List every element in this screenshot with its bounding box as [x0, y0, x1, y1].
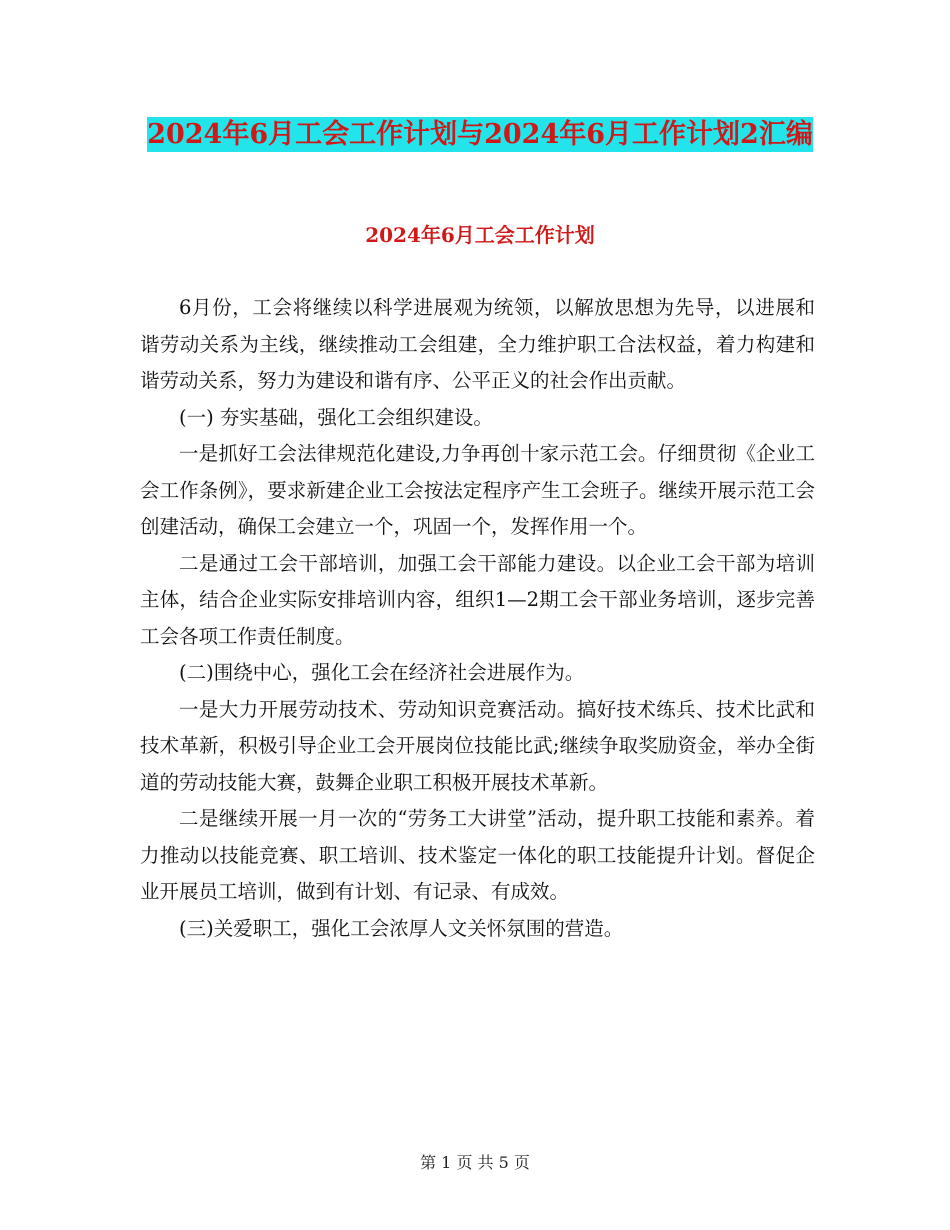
document-title — [140, 112, 820, 158]
page-footer: 第 1 页 共 5 页 — [420, 1153, 530, 1172]
paragraph-heading-2: (二)围绕中心，强化工会在经济社会进展作为。 — [179, 661, 585, 684]
paragraph-1-1: 一是抓好工会法律规范化建设,力争再创十家示范工会。仔细贯彻《企业工会工作条例》，要求新建企业工会按法定程序产生工会班子。继续开展示范工会创建活动，确保工会建立一个，巩固一个，发挥作用一个。 — [140, 442, 815, 538]
paragraph-2-1: 一是大力开展劳动技术、劳动知识竞赛活动。搞好技术练兵、技术比武和技术革新，积极引导企业工会开展岗位技能比武;继续争取奖励资金，举办全街道的劳动技能大赛，鼓舞企业职工积极开展技术革新。 — [140, 697, 815, 794]
section-title: 2024年6月工会工作计划 — [365, 223, 595, 247]
document-body — [140, 290, 815, 947]
paragraph-intro: 6月份，工会将继续以科学进展观为统领，以解放思想为先导，以进展和谐劳动关系为主线，继续推动工会组建，全力维护职工合法权益，着力构建和谐劳动关系，努力为建设和谐有序、公平正义的社会作出贡献。 — [140, 296, 815, 392]
paragraph-1-2: 二是通过工会干部培训，加强工会干部能力建设。以企业工会干部为培训主体，结合企业实际安排培训内容，组织1—2期工会干部业务培训，逐步完善工会各项工作责任制度。 — [140, 551, 815, 648]
document-title-text: 2024年6月工会工作计划与2024年6月工作计划2汇编 — [147, 119, 813, 150]
paragraph-2-2: 二是继续开展一月一次的“劳务工大讲堂”活动，提升职工技能和素养。着力推动以技能竞赛、职工培训、技术鉴定一体化的职工技能提升计划。督促企业开展员工培训，做到有计划、有记录、有成效。 — [140, 807, 815, 903]
paragraph-heading-1: (一) 夯实基础，强化工会组织建设。 — [179, 405, 493, 429]
paragraph-heading-3: (三)关爱职工，强化工会浓厚人文关怀氛围的营造。 — [179, 916, 624, 940]
